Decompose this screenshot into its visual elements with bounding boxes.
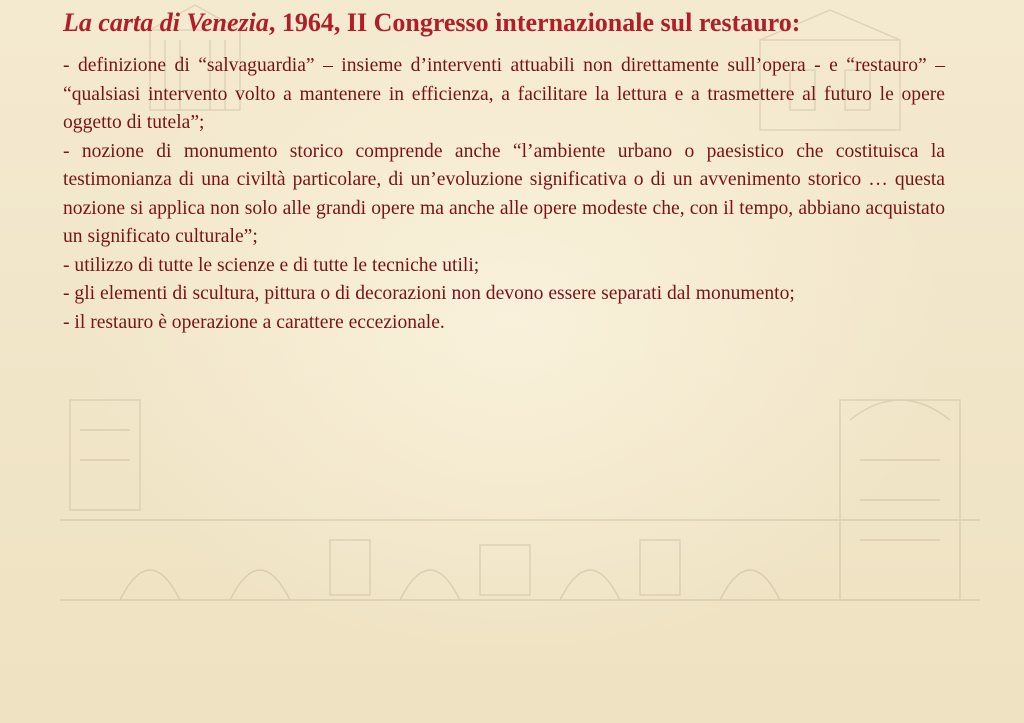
bullet-list	[63, 52, 945, 337]
slide-title-rest: , 1964, II Congresso internazionale sul restauro:	[268, 8, 801, 37]
slide-title-italic: La carta di Venezia	[63, 8, 269, 37]
list-item: - gli elementi di scultura, pittura o di decorazioni non devono essere separati dal monumento;	[63, 283, 795, 304]
list-item: - il restauro è operazione a carattere eccezionale.	[63, 311, 445, 333]
list-item: - definizione di “salvaguardia” – insieme d’interventi attuabili non direttamente sull’opera - e “restauro” – “qualsiasi intervento volto a mantenere in efficienza, a facilitare la lettura e a trasmettere al futuro le opere oggetto di tutela”;	[63, 55, 945, 133]
slide-content	[63, 6, 945, 337]
list-item: - utilizzo di tutte le scienze e di tutte le tecniche utili;	[63, 254, 480, 276]
list-item: - nozione di monumento storico comprende anche “l’ambiente urbano o paesistico che costituisca la testimonianza di una civiltà particolare, di un’evoluzione significativa o di un avvenimento storico … questa nozione si applica non solo alle grandi opere ma anche alle opere modeste che, con il tempo, abbiano acquistato un significato culturale”;	[63, 140, 945, 247]
slide-title	[63, 6, 945, 40]
